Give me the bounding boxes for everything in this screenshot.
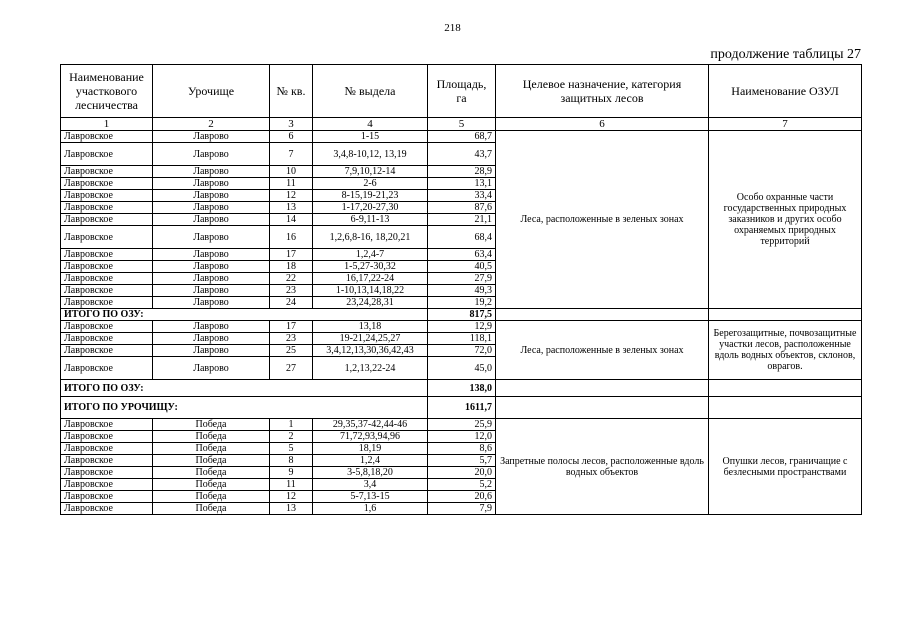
cell-plots: 1-17,20-27,30 — [313, 202, 428, 214]
cell-tract: Лаврово — [153, 190, 270, 202]
cell-area: 19,2 — [428, 297, 496, 309]
total-label: ИТОГО ПО ОЗУ: — [61, 309, 428, 321]
cell-tract: Победа — [153, 431, 270, 443]
cell-quarter: 13 — [270, 202, 313, 214]
cell-plots: 1-10,13,14,18,22 — [313, 285, 428, 297]
tract-total-row — [61, 397, 862, 419]
cell-plots: 1,2,13,22-24 — [313, 357, 428, 380]
cell-area: 43,7 — [428, 143, 496, 166]
cell-forestry: Лавровское — [61, 226, 153, 249]
cell-forestry: Лавровское — [61, 479, 153, 491]
cell-quarter: 12 — [270, 491, 313, 503]
cell-tract: Лаврово — [153, 273, 270, 285]
cell-forestry: Лавровское — [61, 178, 153, 190]
column-numbers-row — [61, 118, 862, 131]
cell-area: 28,9 — [428, 166, 496, 178]
cell-forestry: Лавровское — [61, 202, 153, 214]
cell-forestry: Лавровское — [61, 345, 153, 357]
table-row — [61, 321, 862, 333]
cell-area: 63,4 — [428, 249, 496, 261]
cell-quarter: 1 — [270, 419, 313, 431]
cell-tract: Лаврово — [153, 249, 270, 261]
header-row — [61, 65, 862, 118]
header-quarter: № кв. — [270, 65, 313, 118]
cell-area: 45,0 — [428, 357, 496, 380]
column-number: 5 — [428, 118, 496, 131]
cell-ozul: Особо охранные части государственных природных заказников и других особо охраняемых природных территорий — [709, 131, 862, 309]
cell-area: 25,9 — [428, 419, 496, 431]
cell-area: 8,6 — [428, 443, 496, 455]
cell-area: 20,6 — [428, 491, 496, 503]
column-number: 1 — [61, 118, 153, 131]
cell-forestry: Лавровское — [61, 321, 153, 333]
cell-plots: 13,18 — [313, 321, 428, 333]
cell-tract: Лаврово — [153, 202, 270, 214]
cell-purpose: Леса, расположенные в зеленых зонах — [496, 131, 709, 309]
cell-purpose: Запретные полосы лесов, расположенные вдоль водных объектов — [496, 419, 709, 515]
empty-cell — [496, 380, 709, 397]
cell-plots: 1,2,4-7 — [313, 249, 428, 261]
header-ozul: Наименование ОЗУЛ — [709, 65, 862, 118]
cell-tract: Победа — [153, 455, 270, 467]
cell-area: 87,6 — [428, 202, 496, 214]
cell-quarter: 2 — [270, 431, 313, 443]
cell-area: 68,7 — [428, 131, 496, 143]
tract-total-value: 1611,7 — [428, 397, 496, 419]
column-number: 2 — [153, 118, 270, 131]
header-purpose: Целевое назначение, категория защитных лесов — [496, 65, 709, 118]
cell-quarter: 9 — [270, 467, 313, 479]
table-row — [61, 131, 862, 143]
cell-plots: 1,2,6,8-16, 18,20,21 — [313, 226, 428, 249]
cell-area: 21,1 — [428, 214, 496, 226]
cell-plots: 3,4,12,13,30,36,42,43 — [313, 345, 428, 357]
empty-cell — [709, 380, 862, 397]
table-row — [61, 419, 862, 431]
cell-area: 20,0 — [428, 467, 496, 479]
column-number: 7 — [709, 118, 862, 131]
cell-tract: Лаврово — [153, 285, 270, 297]
cell-plots: 6-9,11-13 — [313, 214, 428, 226]
cell-plots: 18,19 — [313, 443, 428, 455]
total-row — [61, 309, 862, 321]
cell-area: 5,2 — [428, 479, 496, 491]
cell-quarter: 16 — [270, 226, 313, 249]
cell-plots: 7,9,10,12-14 — [313, 166, 428, 178]
cell-quarter: 23 — [270, 285, 313, 297]
total-row — [61, 380, 862, 397]
cell-forestry: Лавровское — [61, 503, 153, 515]
column-number: 4 — [313, 118, 428, 131]
cell-tract: Лаврово — [153, 226, 270, 249]
cell-forestry: Лавровское — [61, 297, 153, 309]
cell-tract: Лаврово — [153, 357, 270, 380]
cell-plots: 1,6 — [313, 503, 428, 515]
empty-cell — [496, 397, 709, 419]
cell-quarter: 11 — [270, 178, 313, 190]
cell-forestry: Лавровское — [61, 431, 153, 443]
cell-tract: Лаврово — [153, 333, 270, 345]
column-number: 3 — [270, 118, 313, 131]
cell-forestry: Лавровское — [61, 166, 153, 178]
cell-purpose: Леса, расположенные в зеленых зонах — [496, 321, 709, 380]
empty-cell — [709, 309, 862, 321]
cell-forestry: Лавровское — [61, 443, 153, 455]
cell-quarter: 17 — [270, 249, 313, 261]
cell-quarter: 17 — [270, 321, 313, 333]
cell-tract: Победа — [153, 503, 270, 515]
cell-plots: 1,2,4 — [313, 455, 428, 467]
cell-quarter: 27 — [270, 357, 313, 380]
cell-quarter: 6 — [270, 131, 313, 143]
cell-area: 5,7 — [428, 455, 496, 467]
cell-plots: 16,17,22-24 — [313, 273, 428, 285]
header-tract: Урочище — [153, 65, 270, 118]
cell-forestry: Лавровское — [61, 285, 153, 297]
cell-tract: Лаврово — [153, 345, 270, 357]
cell-plots: 8-15,19-21,23 — [313, 190, 428, 202]
cell-quarter: 23 — [270, 333, 313, 345]
cell-quarter: 5 — [270, 443, 313, 455]
cell-forestry: Лавровское — [61, 333, 153, 345]
cell-plots: 2-6 — [313, 178, 428, 190]
cell-quarter: 22 — [270, 273, 313, 285]
cell-forestry: Лавровское — [61, 419, 153, 431]
cell-forestry: Лавровское — [61, 190, 153, 202]
cell-tract: Победа — [153, 419, 270, 431]
cell-area: 27,9 — [428, 273, 496, 285]
cell-forestry: Лавровское — [61, 214, 153, 226]
cell-plots: 71,72,93,94,96 — [313, 431, 428, 443]
cell-plots: 1-5,27-30,32 — [313, 261, 428, 273]
total-label: ИТОГО ПО ОЗУ: — [61, 380, 428, 397]
cell-forestry: Лавровское — [61, 455, 153, 467]
cell-tract: Победа — [153, 467, 270, 479]
cell-area: 33,4 — [428, 190, 496, 202]
cell-plots: 3,4,8-10,12, 13,19 — [313, 143, 428, 166]
cell-plots: 3-5,8,18,20 — [313, 467, 428, 479]
forest-areas-table — [60, 64, 862, 515]
cell-area: 13,1 — [428, 178, 496, 190]
table-continuation-title: продолжение таблицы 27 — [710, 47, 861, 62]
cell-tract: Победа — [153, 479, 270, 491]
header-forestry: Наименование участкового лесничества — [61, 65, 153, 118]
cell-tract: Лаврово — [153, 261, 270, 273]
cell-quarter: 13 — [270, 503, 313, 515]
cell-quarter: 25 — [270, 345, 313, 357]
cell-area: 40,5 — [428, 261, 496, 273]
cell-tract: Лаврово — [153, 166, 270, 178]
page-number: 218 — [444, 22, 461, 34]
total-value: 138,0 — [428, 380, 496, 397]
header-area: Площадь, га — [428, 65, 496, 118]
total-value: 817,5 — [428, 309, 496, 321]
cell-quarter: 18 — [270, 261, 313, 273]
cell-area: 12,0 — [428, 431, 496, 443]
cell-plots: 5-7,13-15 — [313, 491, 428, 503]
cell-forestry: Лавровское — [61, 491, 153, 503]
cell-ozul: Опушки лесов, граничащие с безлесными пространствами — [709, 419, 862, 515]
cell-plots: 29,35,37-42,44-46 — [313, 419, 428, 431]
empty-cell — [709, 397, 862, 419]
cell-plots: 3,4 — [313, 479, 428, 491]
cell-tract: Лаврово — [153, 214, 270, 226]
cell-forestry: Лавровское — [61, 261, 153, 273]
header-plots: № выдела — [313, 65, 428, 118]
cell-plots: 1-15 — [313, 131, 428, 143]
cell-area: 49,3 — [428, 285, 496, 297]
cell-quarter: 12 — [270, 190, 313, 202]
cell-forestry: Лавровское — [61, 249, 153, 261]
cell-forestry: Лавровское — [61, 357, 153, 380]
cell-area: 12,9 — [428, 321, 496, 333]
cell-tract: Победа — [153, 443, 270, 455]
cell-quarter: 7 — [270, 143, 313, 166]
cell-tract: Лаврово — [153, 297, 270, 309]
cell-forestry: Лавровское — [61, 131, 153, 143]
cell-tract: Лаврово — [153, 178, 270, 190]
cell-quarter: 24 — [270, 297, 313, 309]
cell-quarter: 10 — [270, 166, 313, 178]
cell-quarter: 8 — [270, 455, 313, 467]
cell-plots: 19-21,24,25,27 — [313, 333, 428, 345]
tract-total-label: ИТОГО ПО УРОЧИЩУ: — [61, 397, 428, 419]
empty-cell — [496, 309, 709, 321]
cell-quarter: 11 — [270, 479, 313, 491]
cell-quarter: 14 — [270, 214, 313, 226]
cell-forestry: Лавровское — [61, 273, 153, 285]
cell-area: 118,1 — [428, 333, 496, 345]
cell-plots: 23,24,28,31 — [313, 297, 428, 309]
cell-area: 68,4 — [428, 226, 496, 249]
column-number: 6 — [496, 118, 709, 131]
cell-ozul: Берегозащитные, почвозащитные участки лесов, расположенные вдоль водных объектов, склонов, оврагов. — [709, 321, 862, 380]
cell-area: 72,0 — [428, 345, 496, 357]
cell-area: 7,9 — [428, 503, 496, 515]
cell-forestry: Лавровское — [61, 467, 153, 479]
cell-tract: Лаврово — [153, 143, 270, 166]
cell-tract: Лаврово — [153, 321, 270, 333]
cell-tract: Победа — [153, 491, 270, 503]
cell-forestry: Лавровское — [61, 143, 153, 166]
cell-tract: Лаврово — [153, 131, 270, 143]
